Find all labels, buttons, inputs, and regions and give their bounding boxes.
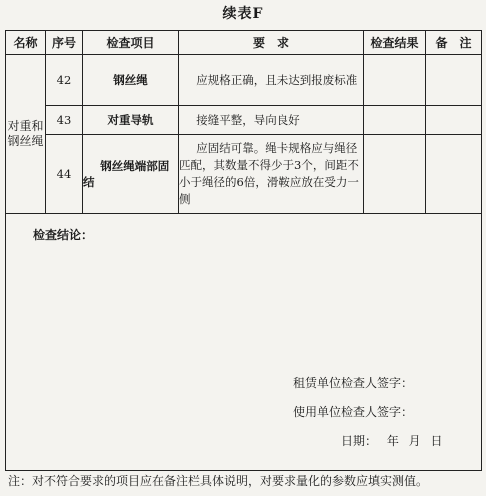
header-row <box>6 31 482 55</box>
header-no: 序号 <box>46 31 83 55</box>
remark-cell[interactable] <box>426 135 482 214</box>
conclusion-label: 检查结论： <box>33 228 94 242</box>
result-cell[interactable] <box>364 135 426 214</box>
header-result: 检查结果 <box>364 31 426 55</box>
footnote: 注：对不符合要求的项目应在备注栏具体说明，对要求量化的参数应填实测值。 <box>8 474 429 488</box>
date-label: 日期： 年 月 日 <box>341 434 443 448</box>
inspection-table <box>5 30 482 471</box>
table-title: 续表F <box>222 6 264 22</box>
result-cell[interactable] <box>364 55 426 106</box>
remark-cell[interactable] <box>426 55 482 106</box>
row-item: 对重导轨 <box>83 106 179 135</box>
row-no: 43 <box>46 106 83 135</box>
row-no: 42 <box>46 55 83 106</box>
remark-cell[interactable] <box>426 106 482 135</box>
header-remark: 备 注 <box>426 31 482 55</box>
conclusion-row <box>6 214 482 471</box>
header-requirement: 要 求 <box>179 31 364 55</box>
table-row <box>6 135 482 214</box>
row-requirement <box>179 135 364 214</box>
row-item: 钢丝绳端部固结 <box>83 135 179 214</box>
lessor-signature-label: 租赁单位检查人签字： <box>293 376 414 390</box>
group-name: 对重和钢丝绳 <box>6 55 46 214</box>
row-requirement <box>179 55 364 106</box>
header-item: 检查项目 <box>83 31 179 55</box>
user-signature-label: 使用单位检查人签字： <box>293 405 414 419</box>
row-no: 44 <box>46 135 83 214</box>
row-requirement <box>179 106 364 135</box>
requirement-text: 应规格正确，且未达到报废标准 <box>196 72 358 87</box>
conclusion-cell[interactable] <box>6 214 482 471</box>
table-row <box>6 55 482 106</box>
requirement-text: 应固结可靠。绳卡规格应与绳径匹配，其数量不得少于3个，间距不小于绳径的6倍，滑鞍应放在受力一侧 <box>179 141 359 206</box>
table-row <box>6 106 482 135</box>
header-name: 名称 <box>6 31 46 55</box>
row-item: 钢丝绳 <box>83 55 179 106</box>
result-cell[interactable] <box>364 106 426 135</box>
requirement-text: 接缝平整，导向良好 <box>196 112 300 127</box>
